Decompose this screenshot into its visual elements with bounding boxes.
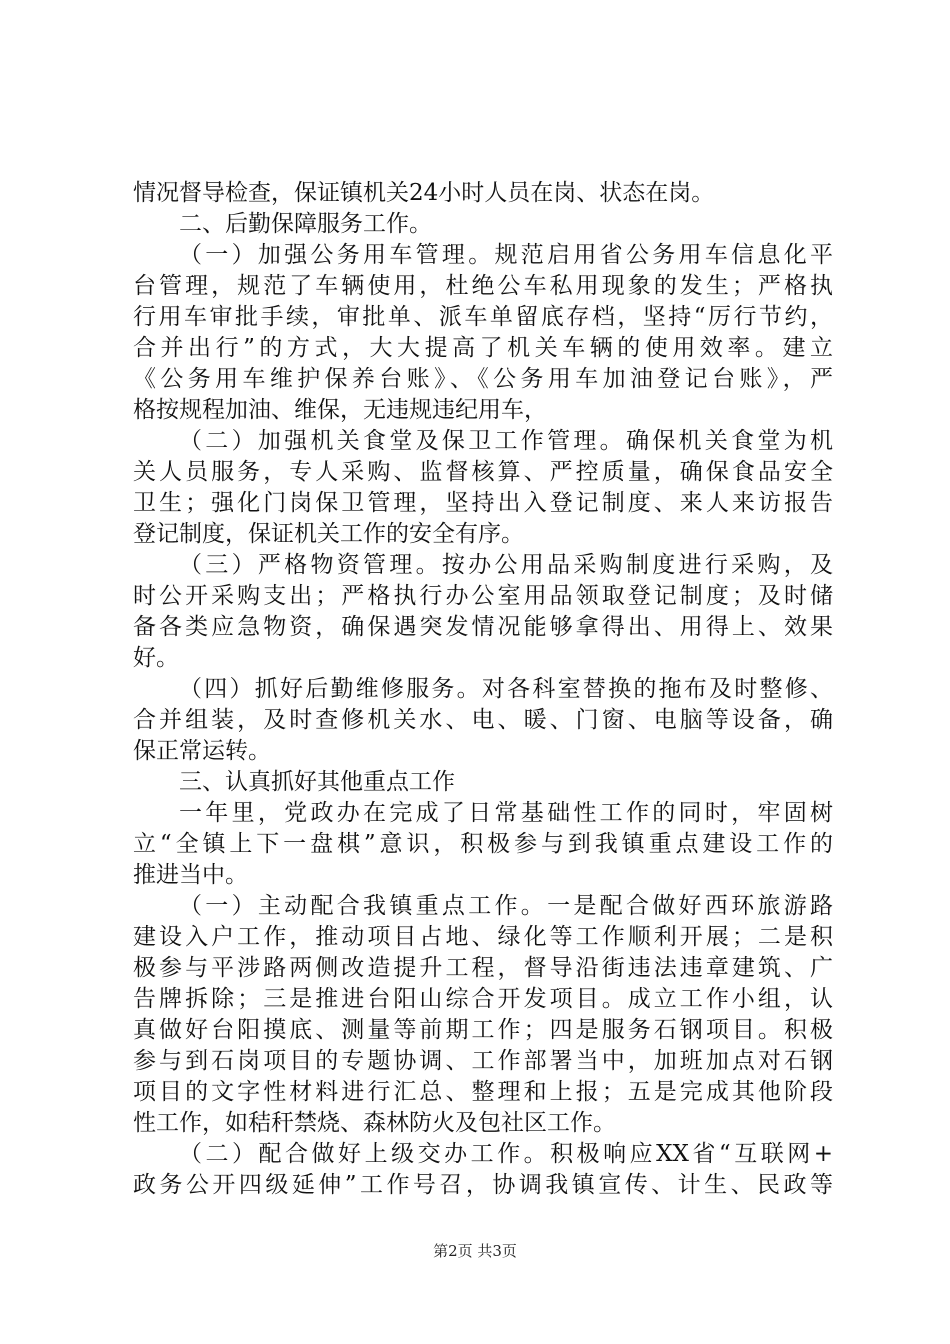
text-line: 参与到石岗项目的专题协调、工作部署当中，加班加点对石钢 (133, 1048, 833, 1074)
text-line: 保正常运转。 (133, 738, 271, 764)
text-line: （二）加强机关食堂及保卫工作管理。确保机关食堂为机 (179, 428, 833, 454)
text-line: 一年里，党政办在完成了日常基础性工作的同时，牢固树 (179, 800, 833, 826)
text-line: 《公务用车维护保养台账》、《公务用车加油登记台账》，严 (133, 366, 833, 392)
text-line: 时公开采购支出；严格执行办公室用品领取登记制度；及时储 (133, 583, 833, 609)
text-line: （二）配合做好上级交办工作。积极响应XX省“互联网+ (179, 1141, 833, 1167)
page-footer: 第2页 共3页 (433, 1242, 517, 1260)
text-line: 真做好台阳摸底、测量等前期工作；四是服务石钢项目。积极 (133, 1017, 833, 1043)
text-line: 推进当中。 (133, 862, 248, 888)
text-line: 政务公开四级延伸”工作号召，协调我镇宣传、计生、民政等 (133, 1172, 833, 1198)
text-line: 合并出行”的方式，大大提高了机关车辆的使用效率。建立 (133, 335, 833, 361)
text-line: （一）加强公务用车管理。规范启用省公务用车信息化平 (179, 242, 833, 268)
text-line: 卫生；强化门岗保卫管理，坚持出入登记制度、来人来访报告 (133, 490, 833, 516)
text-line: 三、认真抓好其他重点工作 (179, 769, 455, 795)
text-line: 二、后勤保障服务工作。 (179, 211, 432, 237)
text-line: （一）主动配合我镇重点工作。一是配合做好西环旅游路 (179, 893, 833, 919)
text-line: 登记制度，保证机关工作的安全有序。 (133, 521, 524, 547)
text-line: （四）抓好后勤维修服务。对各科室替换的拖布及时整修、 (179, 676, 833, 702)
text-line: 好。 (133, 645, 179, 671)
document-body (133, 178, 833, 1201)
text-line: 情况督导检查，保证镇机关24小时人员在岗、状态在岗。 (133, 180, 715, 206)
text-line: 台管理，规范了车辆使用，杜绝公车私用现象的发生；严格执 (133, 273, 833, 299)
text-line: 合并组装，及时查修机关水、电、暖、门窗、电脑等设备，确 (133, 707, 833, 733)
text-line: 性工作，如秸秆禁烧、森林防火及包社区工作。 (133, 1110, 616, 1136)
text-line: （三）严格物资管理。按办公用品采购制度进行采购，及 (179, 552, 833, 578)
text-line: 项目的文字性材料进行汇总、整理和上报；五是完成其他阶段 (133, 1079, 833, 1105)
text-line: 立“全镇上下一盘棋”意识，积极参与到我镇重点建设工作的 (133, 831, 833, 857)
text-line: 备各类应急物资，确保遇突发情况能够拿得出、用得上、效果 (133, 614, 833, 640)
text-line: 极参与平涉路两侧改造提升工程，督导沿街违法违章建筑、广 (133, 955, 833, 981)
text-line: 建设入户工作，推动项目占地、绿化等工作顺利开展；二是积 (133, 924, 833, 950)
text-line: 关人员服务，专人采购、监督核算、严控质量，确保食品安全 (133, 459, 833, 485)
text-line: 格按规程加油、维保，无违规违纪用车， (133, 397, 547, 423)
text-line: 行用车审批手续，审批单、派车单留底存档，坚持“厉行节约， (133, 304, 833, 330)
text-line: 告牌拆除；三是推进台阳山综合开发项目。成立工作小组，认 (133, 986, 833, 1012)
